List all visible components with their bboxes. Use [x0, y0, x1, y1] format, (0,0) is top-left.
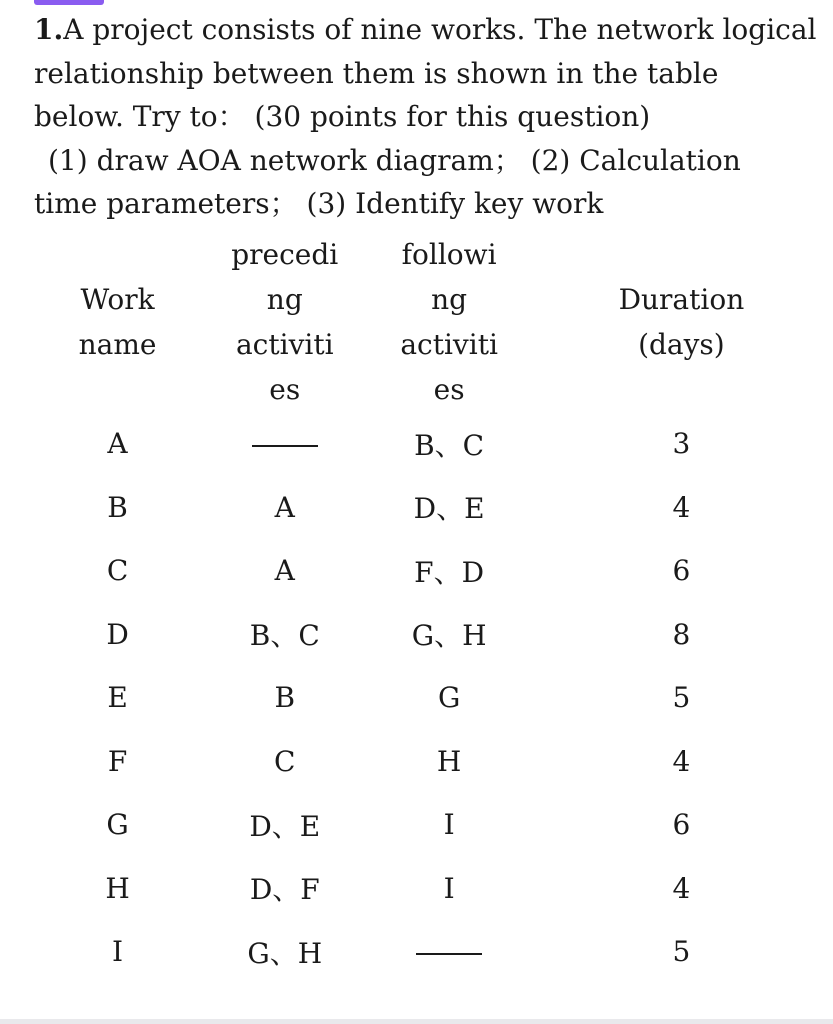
cell-following: H: [436, 744, 462, 778]
cell-following: G: [437, 681, 461, 715]
cell-duration: 5: [672, 935, 691, 969]
cell-preceding: A: [274, 554, 295, 588]
cell-duration: 6: [672, 554, 691, 588]
cell-following: I: [443, 808, 455, 842]
cell-preceding: D、E: [249, 809, 321, 843]
question-line-2: relationship between them is shown in the table: [34, 56, 719, 90]
none-dash: [416, 953, 482, 955]
table-row: [34, 603, 833, 667]
cell-following: D、E: [413, 492, 485, 526]
cell-preceding: B: [274, 681, 296, 715]
table-row: [34, 857, 833, 921]
cell-preceding: D、F: [249, 873, 320, 907]
cell-preceding: A: [274, 490, 295, 524]
cell-preceding: C: [274, 744, 296, 778]
cell-preceding: [201, 412, 368, 476]
cell-work-name: H: [105, 871, 130, 905]
table-row: [34, 476, 833, 540]
cell-duration: 4: [672, 744, 691, 778]
work-table: [34, 232, 833, 984]
cell-work-name: I: [112, 935, 124, 969]
cell-work-name: B: [107, 490, 128, 524]
cell-duration: 4: [672, 871, 691, 905]
cell-following: [368, 920, 529, 984]
header-duration: Duration (days): [618, 283, 745, 361]
cell-work-name: G: [106, 808, 129, 842]
cell-duration: 6: [672, 808, 691, 842]
cell-work-name: C: [106, 554, 129, 588]
header-following-activities: followi ng activiti es: [400, 238, 498, 406]
cell-duration: 3: [672, 427, 691, 461]
cell-following: B、C: [414, 428, 485, 462]
cell-following: I: [443, 871, 455, 905]
cell-work-name: A: [107, 427, 128, 461]
cell-duration: 5: [672, 681, 691, 715]
none-dash: [252, 445, 318, 447]
table-row: [34, 666, 833, 730]
cell-following: G、H: [411, 619, 487, 653]
header-work-name: Work name: [78, 283, 157, 361]
cell-work-name: D: [106, 617, 129, 651]
question-text: [34, 8, 817, 226]
table-header-row: [34, 232, 833, 412]
header-preceding-activities: precedi ng activiti es: [231, 238, 339, 406]
table-row: [34, 539, 833, 603]
question-line-4: (1) draw AOA network diagram； (2) Calculation: [48, 143, 741, 177]
bottom-divider: [0, 1019, 833, 1024]
table-body: [34, 412, 833, 984]
cell-duration: 8: [672, 617, 691, 651]
question-number: 1.: [34, 13, 64, 46]
question-line-3: below. Try to： (30 points for this question): [34, 100, 651, 133]
question-line-5: time parameters； (3) Identify key work: [34, 187, 604, 220]
cell-following: F、D: [414, 555, 485, 589]
cell-duration: 4: [672, 490, 691, 524]
cell-preceding: G、H: [247, 936, 323, 970]
cell-preceding: B、C: [249, 619, 320, 653]
table-row: [34, 793, 833, 857]
table-row: [34, 730, 833, 794]
accent-bar: [34, 0, 104, 5]
cell-work-name: E: [107, 681, 128, 715]
table-row: [34, 920, 833, 984]
cell-work-name: F: [107, 744, 128, 778]
question-line-1: 1.A project consists of nine works. The network logical: [34, 13, 817, 46]
table-row: [34, 412, 833, 476]
